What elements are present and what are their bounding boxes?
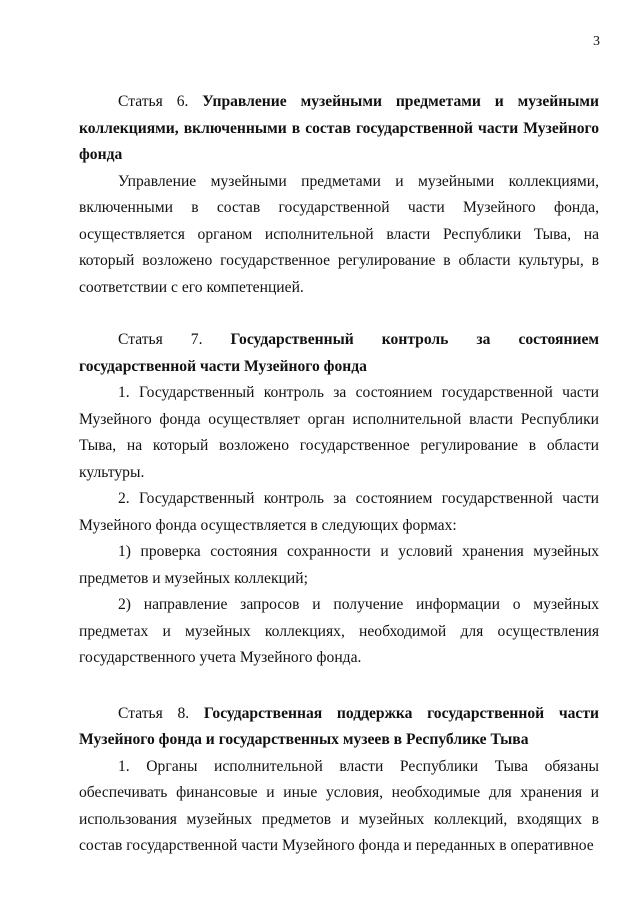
article-7-paragraph-3: 1) проверка состояния сохранности и условий хранения музейных предметов и музейных коллекций; (79, 543, 599, 587)
article-6-paragraph-1: Управление музейными предметами и музейными коллекциями, включенными в состав государственной части Музейного фонда, осуществляется органом исполнительной власти Республики Тыва, на который возложено государственное регулирование в области культуры, в соответствии с его компетенцией. (79, 172, 599, 296)
page-number: 3 (593, 34, 600, 49)
article-7-paragraph-1: 1. Государственный контроль за состоянием государственной части Музейного фонда осуществляет орган исполнительной власти Республики Тыва, на который возложено государственное регулирование в области культуры. (79, 384, 599, 481)
article-6-title: Управление музейными предметами и музейными коллекциями, включенными в состав государственной части Музейного фонда (79, 93, 599, 163)
article-8-paragraph-1: 1. Органы исполнительной власти Республики Тыва обязаны обеспечивать финансовые и иные условия, необходимые для хранения и использования музейных предметов и музейных коллекций, входящих в состав государственной части Музейного фонда и переданных в оперативное (79, 757, 599, 854)
section-spacer (79, 672, 599, 701)
article-8-heading (79, 701, 599, 754)
article-7-title: Государственный контроль за состоянием государственной части Музейного фонда (79, 331, 599, 375)
article-7-paragraph-2: 2. Государственный контроль за состоянием государственной части Музейного фонда осуществляется в следующих формах: (79, 490, 599, 534)
article-7-paragraph-4: 2) направление запросов и получение информации о музейных предметах и музейных коллекциях, необходимой для осуществления государственного учета Музейного фонда. (79, 596, 599, 666)
article-6-prefix: Статья 6. (118, 93, 203, 110)
article-6-heading (79, 89, 599, 169)
article-8-title: Государственная поддержка государственной части Музейного фонда и государственных музеев в Республике Тыва (79, 704, 599, 748)
article-7-heading (79, 327, 599, 380)
article-6 (79, 89, 599, 301)
article-7 (79, 327, 599, 672)
section-spacer (79, 301, 599, 327)
article-7-prefix: Статья 7. (118, 331, 231, 348)
document-body (79, 89, 599, 860)
article-8-prefix: Статья 8. (118, 704, 204, 722)
article-8 (79, 701, 599, 860)
